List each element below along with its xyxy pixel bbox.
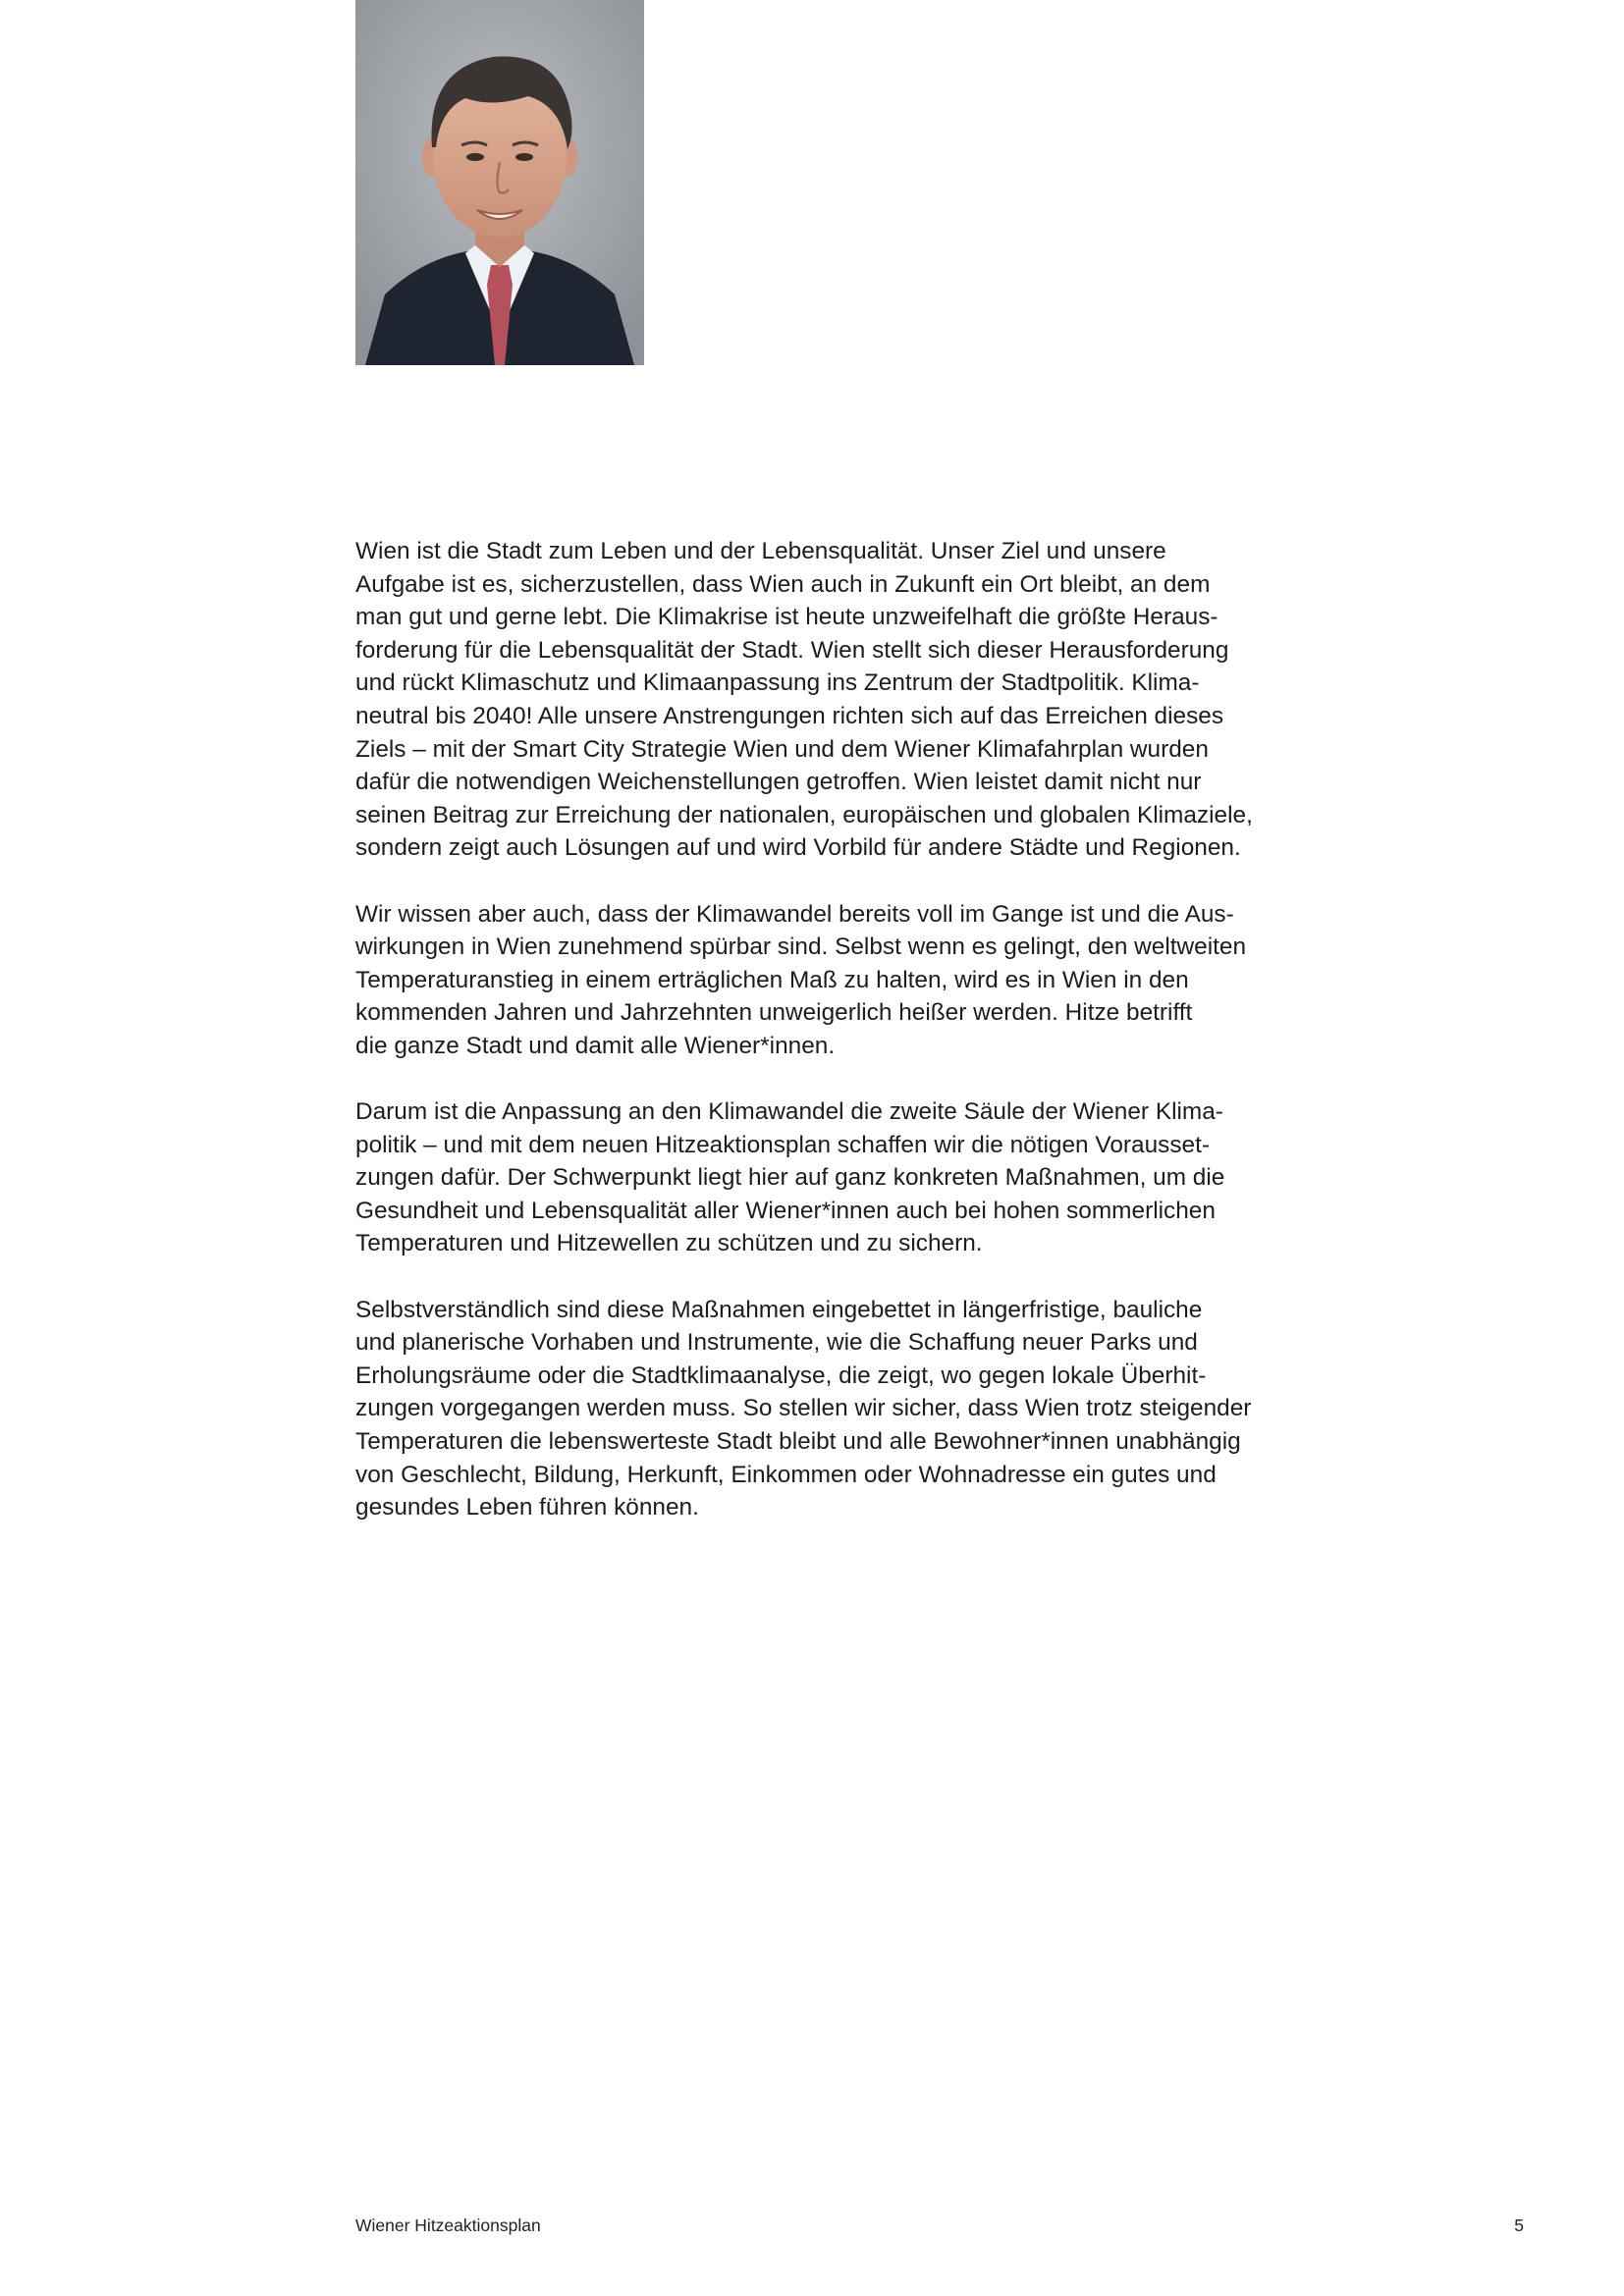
text-line: Darum ist die Anpassung an den Klimawandel die zweite Säule der Wiener Klima- (355, 1098, 1223, 1126)
text-line: und rückt Klimaschutz und Klimaanpassung ins Zentrum der Stadtpolitik. Klima- (355, 669, 1200, 697)
paragraph-2 (355, 898, 1286, 1063)
footer-document-title: Wiener Hitzeaktionsplan (355, 2216, 541, 2235)
text-line: Aufgabe ist es, sicherzustellen, dass Wien auch in Zukunft ein Ort bleibt, an dem (355, 570, 1211, 598)
text-line: wirkungen in Wien zunehmend spürbar sind. Selbst wenn es gelingt, den weltweiten (355, 934, 1247, 961)
text-line: Temperaturen die lebenswerteste Stadt bleibt und alle Bewohner*innen unabhängig (355, 1428, 1241, 1456)
text-line: politik – und mit dem neuen Hitzeaktionsplan schaffen wir die nötigen Vorausset- (355, 1131, 1210, 1158)
text-line: Ziels – mit der Smart City Strategie Wien und dem Wiener Klimafahrplan wurden (355, 735, 1209, 763)
portrait-photo (355, 0, 644, 365)
portrait-illustration (355, 0, 644, 365)
text-line: man gut und gerne lebt. Die Klimakrise ist heute unzweifelhaft die größte Heraus- (355, 604, 1218, 631)
text-line: gesundes Leben führen können. (355, 1494, 699, 1522)
paragraph-3 (355, 1095, 1286, 1260)
text-line: und planerische Vorhaben und Instrumente, wie die Schaffung neuer Parks und (355, 1329, 1198, 1357)
text-line: die ganze Stadt und damit alle Wiener*innen. (355, 1032, 836, 1059)
text-line: von Geschlecht, Bildung, Herkunft, Einkommen oder Wohnadresse ein gutes und (355, 1461, 1217, 1488)
text-line: Selbstverständlich sind diese Maßnahmen eingebettet in längerfristige, bauliche (355, 1296, 1203, 1323)
text-line: forderung für die Lebensqualität der Stadt. Wien stellt sich dieser Herausforderung (355, 636, 1229, 664)
text-line: kommenden Jahren und Jahrzehnten unweigerlich heißer werden. Hitze betrifft (355, 999, 1193, 1027)
text-line: Gesundheit und Lebensqualität aller Wiener*innen auch bei hohen sommerlichen (355, 1197, 1216, 1224)
paragraph-1 (355, 535, 1286, 865)
text-line: zungen dafür. Der Schwerpunkt liegt hier auf ganz konkreten Maßnahmen, um die (355, 1164, 1225, 1192)
text-line: Temperaturen und Hitzewellen zu schützen und zu sichern. (355, 1230, 983, 1257)
text-line: sondern zeigt auch Lösungen auf und wird Vorbild für andere Städte und Regionen. (355, 834, 1241, 862)
text-line: Wir wissen aber auch, dass der Klimawandel bereits voll im Gange ist und die Aus- (355, 900, 1234, 928)
text-line: Wien ist die Stadt zum Leben und der Lebensqualität. Unser Ziel und unsere (355, 538, 1166, 564)
text-line: neutral bis 2040! Alle unsere Anstrengungen richten sich auf das Erreichen dieses (355, 702, 1224, 729)
footer-page-number: 5 (1514, 2216, 1524, 2235)
text-line: dafür die notwendigen Weichenstellungen getroffen. Wien leistet damit nicht nur (355, 769, 1202, 796)
body-text (355, 535, 1286, 1557)
text-line: Erholungsräume oder die Stadtklimaanalyse, die zeigt, wo gegen lokale Überhit- (355, 1362, 1207, 1389)
text-line: zungen vorgegangen werden muss. So stellen wir sicher, dass Wien trotz steigender (355, 1395, 1252, 1422)
text-line: Temperaturanstieg in einem erträglichen Maß zu halten, wird es in Wien in den (355, 966, 1189, 993)
text-line: seinen Beitrag zur Erreichung der nationalen, europäischen und globalen Klimaziele, (355, 801, 1253, 828)
paragraph-4 (355, 1294, 1286, 1524)
